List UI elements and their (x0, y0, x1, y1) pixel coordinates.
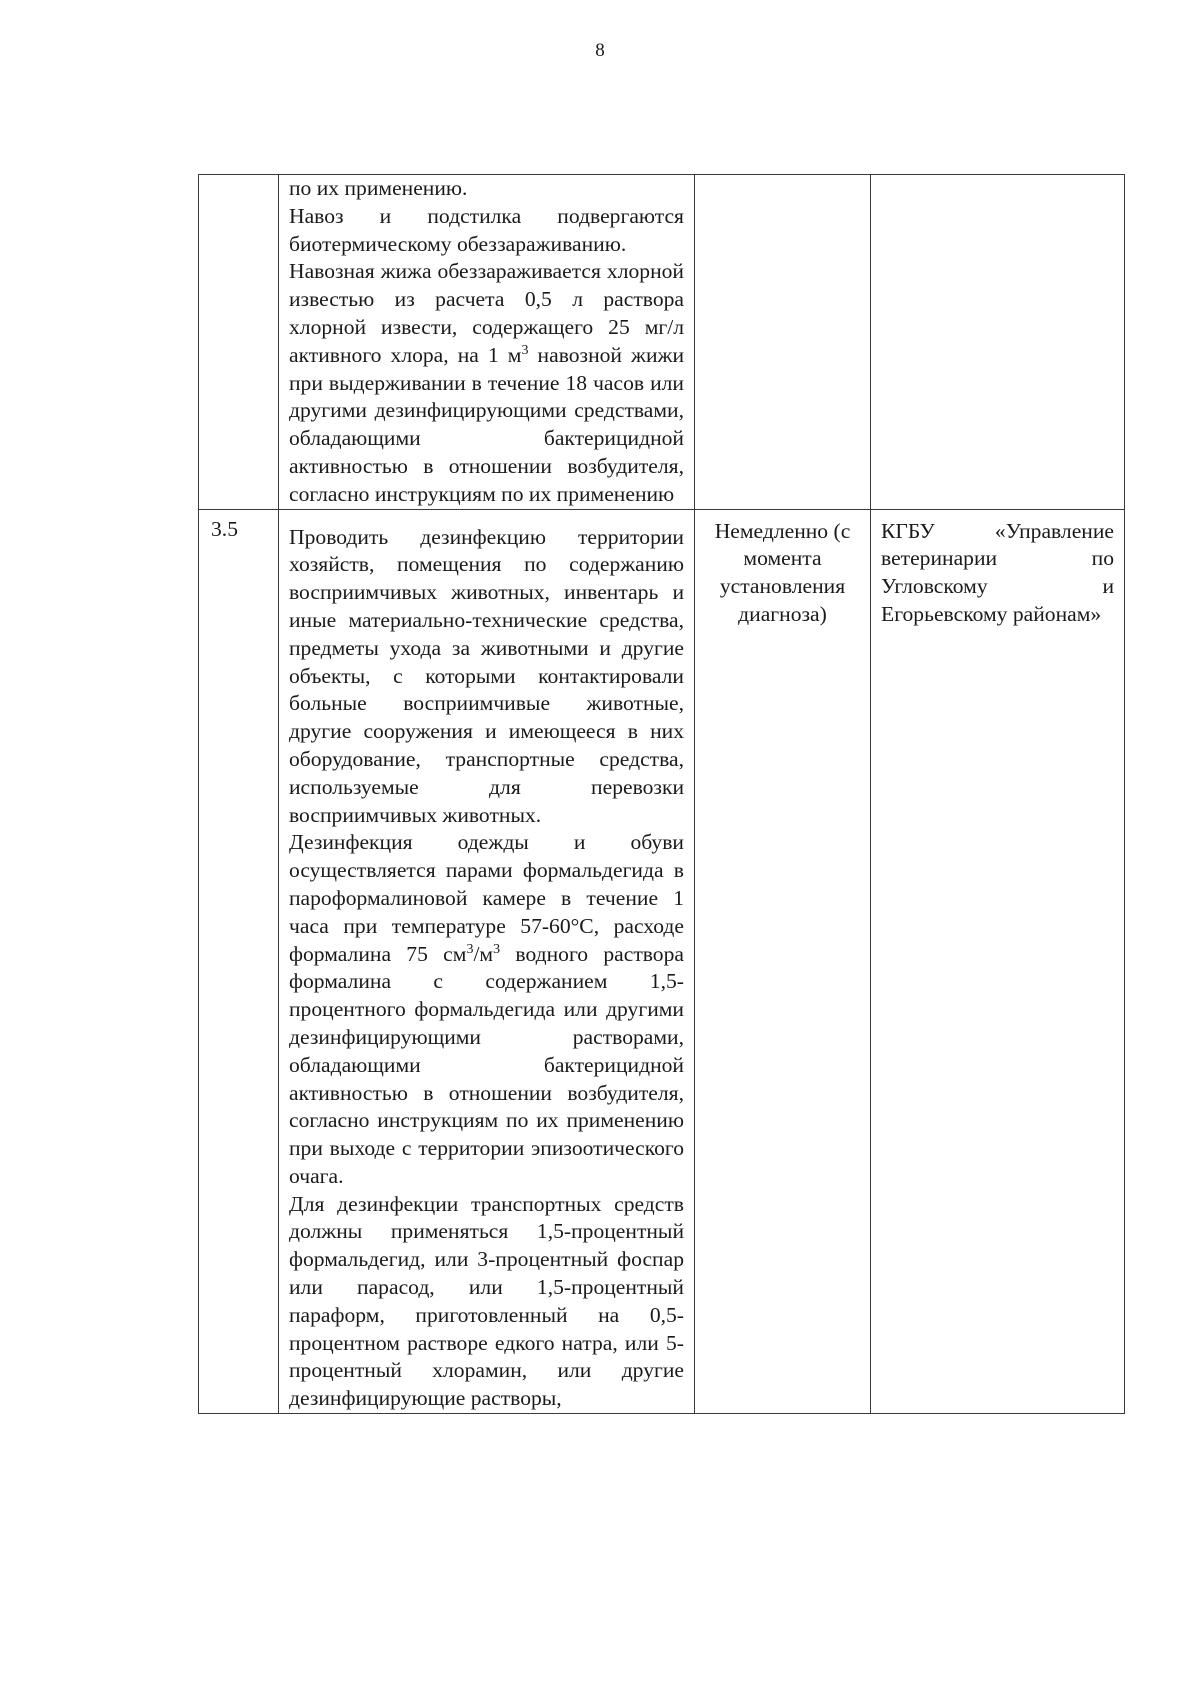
page-number: 8 (595, 40, 605, 61)
measure-description (279, 509, 695, 1414)
row-number (199, 175, 279, 510)
measure-text: навозной жижи при выдерживании в течение 18 часов или другими дезинфицирующими средствами, обладающими бактерицидной активностью в отношении возбудителя, согласно инструкциям по их применению (289, 342, 684, 506)
measure-paragraph (289, 829, 684, 1190)
measure-text: водного раствора формалина с содержанием 1,5-процентного формальдегида или другими дезинфицирующими растворами, обладающими бактерицидной активностью в отношении возбудителя, согласно инструкциям по их применению при выходе с территории эпизоотического очага. (289, 941, 684, 1188)
row-number: 3.5 (199, 509, 279, 1414)
measure-paragraph: Для дезинфекции транспортных средств должны применяться 1,5-процентный формальдегид, или 3-процентный фоспар или парасод, или 1,5-процентный параформ, приготовленный на 0,5-процентном растворе едкого натра, или 5-процентный хлорамин, или другие дезинфицирующие растворы, (289, 1191, 684, 1411)
measure-paragraph (289, 258, 684, 508)
measure-period (695, 175, 871, 510)
measure-responsible: КГБУ «Управление ветеринарии по Угловскому и Егорьевскому районам» (871, 509, 1125, 1414)
measure-text: Навозная жижа обеззараживается хлорной известью из расчета 0,5 л раствора хлорной извести, содержащего 25 мг/л активного хлора, на 1 м (289, 259, 684, 367)
measure-period: Немедленно (с момента установления диагноза) (695, 509, 871, 1414)
superscript: 3 (521, 342, 529, 358)
table-row (199, 175, 1125, 510)
table-row (199, 509, 1125, 1414)
measures-table (198, 174, 1125, 1414)
superscript: 3 (466, 941, 474, 957)
superscript: 3 (493, 941, 501, 957)
measure-paragraph: Навоз и подстилка подвергаются биотермическому обеззараживанию. (289, 203, 684, 256)
measure-description (279, 175, 695, 510)
measure-text: Дезинфекция одежды и обуви осуществляется парами формальдегида в пароформалиновой камере в течение 1 часа при температуре 57-60°С, расходе формалина 75 см (289, 830, 684, 966)
measure-text: /м (473, 941, 494, 966)
measure-paragraph: Проводить дезинфекцию территории хозяйств, помещения по содержанию восприимчивых животных, инвентарь и иные материально-технические средства, предметы ухода за животными и другие объекты, с которыми контактировали больные восприимчивые животные, другие сооружения и имеющееся в них оборудование, транспортные средства, используемые для перевозки восприимчивых животных. (289, 524, 684, 827)
measure-responsible (871, 175, 1125, 510)
measure-paragraph: по их применению. (289, 176, 468, 200)
